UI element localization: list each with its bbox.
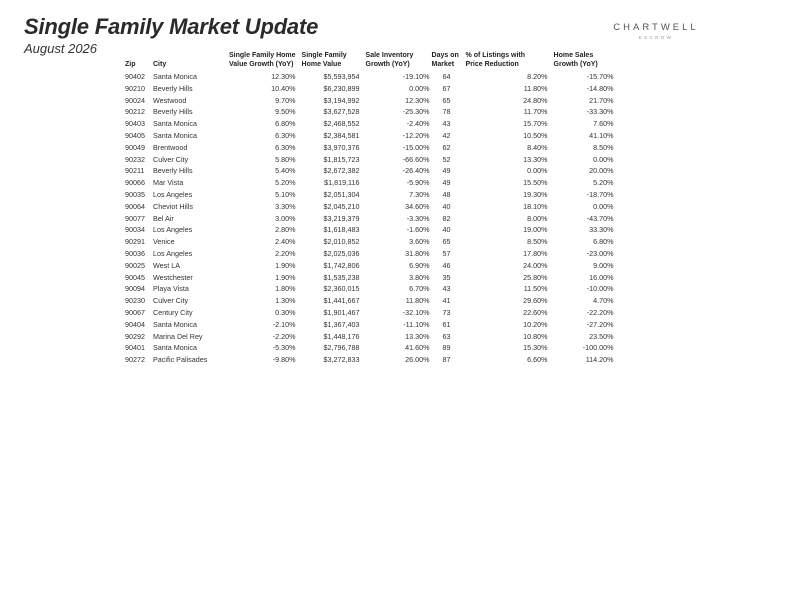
cell-zip: 90291 — [125, 237, 145, 247]
cell-home-value-growth: -2.20% — [272, 331, 296, 341]
cell-sales-growth: -23.00% — [586, 248, 614, 258]
cell-days-on-market: 46 — [442, 260, 451, 270]
cell-home-value-growth: 3.30% — [275, 201, 296, 211]
cell-city: Westchester — [153, 272, 193, 282]
cell-sales-growth: -14.80% — [586, 83, 614, 93]
cell-inventory-growth: -66.60% — [402, 154, 430, 164]
table-body — [125, 71, 616, 366]
table-row — [125, 260, 616, 272]
page-title: Single Family Market Update — [24, 14, 319, 39]
table-row — [125, 189, 616, 201]
cell-days-on-market: 65 — [442, 95, 451, 105]
table-row — [125, 106, 616, 118]
cell-zip: 90036 — [125, 248, 145, 258]
cell-inventory-growth: 7.30% — [409, 189, 430, 199]
cell-home-value: $2,796,788 — [323, 343, 360, 353]
cell-days-on-market: 64 — [442, 72, 451, 81]
cell-home-value: $2,468,552 — [323, 119, 360, 129]
table-row — [125, 142, 616, 154]
cell-sales-growth: 16.00% — [589, 272, 614, 282]
cell-zip: 90024 — [125, 95, 145, 105]
cell-city: Cheviot Hills — [153, 201, 193, 211]
cell-sales-growth: -27.20% — [586, 319, 614, 329]
cell-city: West LA — [153, 260, 181, 270]
cell-sales-growth: -18.70% — [586, 189, 614, 199]
cell-inventory-growth: 11.80% — [405, 296, 430, 306]
cell-days-on-market: 48 — [442, 189, 451, 199]
cell-sales-growth: 0.00% — [593, 154, 614, 164]
cell-price-reduction: 25.80% — [523, 272, 548, 282]
cell-city: Westwood — [153, 95, 187, 105]
cell-home-value: $1,441,667 — [323, 296, 360, 306]
cell-home-value: $2,672,382 — [323, 166, 360, 176]
cell-sales-growth: 7.60% — [593, 119, 614, 129]
cell-home-value: $2,010,852 — [323, 237, 360, 247]
cell-home-value-growth: 5.10% — [275, 189, 296, 199]
cell-inventory-growth: -3.30% — [406, 213, 430, 223]
table-row — [125, 83, 616, 95]
cell-price-reduction: 17.80% — [523, 248, 548, 258]
cell-city: Beverly Hills — [153, 166, 193, 176]
cell-price-reduction: 8.50% — [527, 237, 548, 247]
cell-home-value: $2,045,210 — [323, 201, 360, 211]
cell-home-value-growth: 1.90% — [275, 272, 296, 282]
table-row — [125, 342, 616, 354]
col-header-sales-growth: Home Sales Growth (YoY) — [553, 52, 598, 68]
cell-price-reduction: 13.30% — [523, 154, 548, 164]
table-row — [125, 201, 616, 213]
table-row — [125, 213, 616, 225]
cell-sales-growth: 9.00% — [593, 260, 614, 270]
cell-days-on-market: 57 — [442, 248, 451, 258]
cell-inventory-growth: -1.60% — [406, 225, 430, 235]
cell-city: Culver City — [153, 154, 189, 164]
cell-zip: 90405 — [125, 130, 145, 140]
cell-days-on-market: 49 — [442, 178, 451, 188]
cell-inventory-growth: -2.40% — [406, 119, 430, 129]
cell-inventory-growth: -12.20% — [402, 130, 430, 140]
cell-home-value: $5,593,954 — [323, 72, 360, 81]
cell-home-value: $2,051,304 — [323, 189, 360, 199]
cell-price-reduction: 19.00% — [523, 225, 548, 235]
table-row — [125, 248, 616, 260]
logo-subtext: ESCROW — [638, 35, 674, 40]
cell-sales-growth: -22.20% — [586, 307, 614, 317]
cell-days-on-market: 87 — [442, 355, 451, 365]
cell-inventory-growth: -32.10% — [402, 307, 430, 317]
cell-inventory-growth: 3.60% — [409, 237, 430, 247]
cell-zip: 90094 — [125, 284, 145, 294]
col-header-home-value-growth: Single Family Home Value Growth (YoY) — [229, 52, 296, 68]
cell-days-on-market: 35 — [442, 272, 451, 282]
cell-home-value-growth: 5.80% — [275, 154, 296, 164]
cell-city: Santa Monica — [153, 343, 197, 353]
cell-home-value: $1,448,176 — [323, 331, 360, 341]
cell-home-value-growth: 12.30% — [271, 72, 296, 81]
cell-zip: 90034 — [125, 225, 145, 235]
cell-home-value-growth: 1.90% — [275, 260, 296, 270]
cell-inventory-growth: 0.00% — [409, 83, 430, 93]
cell-price-reduction: 24.80% — [523, 95, 548, 105]
cell-home-value-growth: 5.20% — [275, 178, 296, 188]
cell-days-on-market: 43 — [442, 119, 451, 129]
cell-city: Beverly Hills — [153, 83, 193, 93]
cell-home-value-growth: 3.00% — [275, 213, 296, 223]
cell-zip: 90064 — [125, 201, 145, 211]
cell-home-value-growth: -9.80% — [272, 355, 296, 365]
cell-sales-growth: -100.00% — [582, 343, 614, 353]
table-row — [125, 95, 616, 107]
cell-sales-growth: -10.00% — [586, 284, 614, 294]
cell-home-value: $3,272,833 — [323, 355, 360, 365]
cell-city: Mar Vista — [153, 178, 184, 188]
cell-days-on-market: 42 — [442, 130, 451, 140]
cell-home-value-growth: 9.70% — [275, 95, 296, 105]
cell-sales-growth: 41.10% — [589, 130, 614, 140]
cell-price-reduction: 18.10% — [523, 201, 548, 211]
cell-zip: 90025 — [125, 260, 145, 270]
cell-price-reduction: 11.70% — [523, 107, 548, 117]
cell-sales-growth: -43.70% — [586, 213, 614, 223]
cell-sales-growth: 0.00% — [593, 201, 614, 211]
cell-inventory-growth: -5.90% — [406, 178, 430, 188]
cell-home-value-growth: 6.80% — [275, 119, 296, 129]
table-row — [125, 272, 616, 284]
cell-inventory-growth: -11.10% — [403, 319, 430, 329]
cell-inventory-growth: 41.60% — [405, 343, 430, 353]
cell-days-on-market: 61 — [442, 319, 451, 329]
cell-days-on-market: 82 — [442, 213, 451, 223]
cell-home-value-growth: 1.30% — [275, 296, 296, 306]
cell-zip: 90077 — [125, 213, 145, 223]
cell-zip: 90067 — [125, 307, 145, 317]
cell-zip: 90272 — [125, 355, 145, 365]
cell-sales-growth: 33.30% — [589, 225, 614, 235]
col-header-price-reduction: % of Listings with Price Reduction — [465, 52, 526, 68]
table-row — [125, 283, 616, 295]
cell-price-reduction: 8.20% — [527, 72, 548, 81]
cell-home-value-growth: 1.80% — [275, 284, 296, 294]
cell-city: Los Angeles — [153, 248, 193, 258]
cell-city: Playa Vista — [153, 284, 189, 294]
cell-home-value-growth: 10.40% — [271, 83, 296, 93]
cell-price-reduction: 15.70% — [523, 119, 548, 129]
cell-price-reduction: 15.50% — [523, 178, 548, 188]
cell-zip: 90210 — [125, 83, 145, 93]
cell-days-on-market: 62 — [442, 142, 451, 152]
cell-price-reduction: 15.30% — [523, 343, 548, 353]
cell-sales-growth: 8.50% — [593, 142, 614, 152]
cell-inventory-growth: 34.60% — [405, 201, 430, 211]
cell-zip: 90403 — [125, 119, 145, 129]
cell-zip: 90211 — [125, 166, 145, 176]
table-row — [125, 71, 616, 83]
cell-city: Pacific Palisades — [153, 355, 208, 365]
cell-days-on-market: 89 — [442, 343, 451, 353]
cell-sales-growth: -33.30% — [586, 107, 614, 117]
col-header-days-on-market: Days on Market — [431, 52, 459, 68]
cell-days-on-market: 40 — [442, 225, 451, 235]
cell-price-reduction: 6.60% — [527, 355, 548, 365]
cell-zip: 90292 — [125, 331, 145, 341]
cell-home-value-growth: 2.80% — [275, 225, 296, 235]
cell-days-on-market: 43 — [442, 284, 451, 294]
table-row — [125, 331, 616, 343]
cell-city: Culver City — [153, 296, 189, 306]
cell-city: Venice — [153, 237, 175, 247]
cell-city: Century City — [153, 307, 193, 317]
cell-days-on-market: 41 — [442, 296, 451, 306]
cell-sales-growth: 20.00% — [589, 166, 614, 176]
table-header-row — [125, 52, 616, 71]
cell-inventory-growth: -15.00% — [402, 142, 430, 152]
cell-days-on-market: 63 — [442, 331, 451, 341]
cell-sales-growth: 21.70% — [589, 95, 614, 105]
cell-inventory-growth: 31.80% — [405, 248, 430, 258]
cell-price-reduction: 10.20% — [523, 319, 548, 329]
cell-inventory-growth: 13.30% — [405, 331, 430, 341]
table-row — [125, 165, 616, 177]
cell-home-value: $2,384,581 — [323, 130, 360, 140]
cell-price-reduction: 24.00% — [523, 260, 548, 270]
table-row — [125, 354, 616, 366]
cell-sales-growth: -15.70% — [586, 72, 614, 81]
cell-inventory-growth: 6.90% — [409, 260, 430, 270]
cell-home-value-growth: 6.30% — [275, 142, 296, 152]
cell-sales-growth: 6.80% — [593, 237, 614, 247]
cell-sales-growth: 4.70% — [593, 296, 614, 306]
cell-price-reduction: 19.30% — [523, 189, 548, 199]
cell-days-on-market: 67 — [442, 83, 451, 93]
cell-home-value: $1,815,723 — [323, 154, 360, 164]
cell-zip: 90401 — [125, 343, 145, 353]
cell-zip: 90045 — [125, 272, 145, 282]
cell-inventory-growth: -25.30% — [402, 107, 430, 117]
cell-home-value-growth: 2.20% — [275, 248, 296, 258]
cell-home-value: $1,901,467 — [323, 307, 360, 317]
cell-home-value-growth: -5.30% — [272, 343, 296, 353]
cell-home-value: $3,970,376 — [323, 142, 360, 152]
cell-city: Santa Monica — [153, 319, 197, 329]
cell-zip: 90035 — [125, 189, 145, 199]
cell-home-value: $3,219,379 — [323, 213, 360, 223]
cell-days-on-market: 49 — [442, 166, 451, 176]
table-row — [125, 224, 616, 236]
cell-price-reduction: 8.00% — [527, 213, 548, 223]
cell-city: Marina Del Rey — [153, 331, 203, 341]
cell-price-reduction: 29.60% — [523, 296, 548, 306]
cell-home-value: $1,535,238 — [323, 272, 360, 282]
cell-days-on-market: 52 — [442, 154, 451, 164]
col-header-home-value: Single Family Home Value — [301, 52, 347, 68]
cell-home-value-growth: 9.50% — [275, 107, 296, 117]
cell-home-value: $2,025,036 — [323, 248, 360, 258]
cell-sales-growth: 23.50% — [589, 331, 614, 341]
cell-zip: 90402 — [125, 72, 145, 81]
table-row — [125, 177, 616, 189]
cell-home-value: $1,819,116 — [324, 178, 360, 188]
cell-inventory-growth: 3.80% — [409, 272, 430, 282]
cell-home-value-growth: 5.40% — [275, 166, 296, 176]
cell-home-value: $6,230,899 — [323, 83, 360, 93]
cell-sales-growth: 114.20% — [585, 355, 614, 365]
cell-inventory-growth: -19.10% — [402, 72, 430, 81]
cell-days-on-market: 73 — [442, 307, 451, 317]
cell-zip: 90212 — [125, 107, 145, 117]
cell-home-value: $1,618,483 — [323, 225, 360, 235]
cell-city: Los Angeles — [153, 225, 193, 235]
cell-home-value-growth: -2.10% — [272, 319, 296, 329]
brand-logo — [606, 22, 706, 40]
cell-city: Brentwood — [153, 142, 188, 152]
table-row — [125, 154, 616, 166]
cell-zip: 90230 — [125, 296, 145, 306]
cell-price-reduction: 10.50% — [523, 130, 548, 140]
cell-zip: 90066 — [125, 178, 145, 188]
cell-city: Santa Monica — [153, 130, 197, 140]
table-row — [125, 319, 616, 331]
table-row — [125, 236, 616, 248]
cell-home-value-growth: 0.30% — [275, 307, 296, 317]
cell-price-reduction: 8.40% — [527, 142, 548, 152]
cell-city: Los Angeles — [153, 189, 193, 199]
cell-price-reduction: 11.50% — [523, 284, 548, 294]
cell-days-on-market: 78 — [442, 107, 451, 117]
cell-home-value: $3,194,992 — [323, 95, 360, 105]
cell-zip: 90232 — [125, 154, 145, 164]
cell-sales-growth: 5.20% — [593, 178, 614, 188]
table-row — [125, 295, 616, 307]
cell-home-value-growth: 2.40% — [275, 237, 296, 247]
cell-home-value: $1,742,806 — [323, 260, 360, 270]
table-row — [125, 118, 616, 130]
page-subtitle: August 2026 — [24, 41, 98, 56]
col-header-city: City — [153, 60, 167, 68]
cell-zip: 90404 — [125, 319, 145, 329]
cell-inventory-growth: -26.40% — [402, 166, 430, 176]
cell-zip: 90049 — [125, 142, 145, 152]
cell-inventory-growth: 6.70% — [409, 284, 430, 294]
cell-price-reduction: 10.80% — [523, 331, 548, 341]
cell-city: Santa Monica — [153, 119, 197, 129]
cell-home-value: $3,627,528 — [323, 107, 360, 117]
cell-days-on-market: 65 — [442, 237, 451, 247]
cell-home-value: $2,360,015 — [323, 284, 360, 294]
cell-city: Bel Air — [153, 213, 174, 223]
col-header-zip: Zip — [125, 60, 136, 68]
market-table — [125, 52, 616, 366]
cell-inventory-growth: 12.30% — [405, 95, 430, 105]
cell-days-on-market: 40 — [442, 201, 451, 211]
cell-home-value-growth: 6.30% — [275, 130, 296, 140]
table-row — [125, 130, 616, 142]
cell-price-reduction: 0.00% — [527, 166, 548, 176]
cell-home-value: $1,367,403 — [323, 319, 360, 329]
col-header-inventory-growth: Sale Inventory Growth (YoY) — [365, 52, 414, 68]
logo-name: CHARTWELL — [613, 22, 699, 33]
cell-price-reduction: 11.80% — [523, 83, 548, 93]
cell-city: Santa Monica — [153, 72, 197, 81]
cell-inventory-growth: 26.00% — [405, 355, 430, 365]
table-row — [125, 307, 616, 319]
cell-price-reduction: 22.60% — [523, 307, 548, 317]
cell-city: Beverly Hills — [153, 107, 193, 117]
